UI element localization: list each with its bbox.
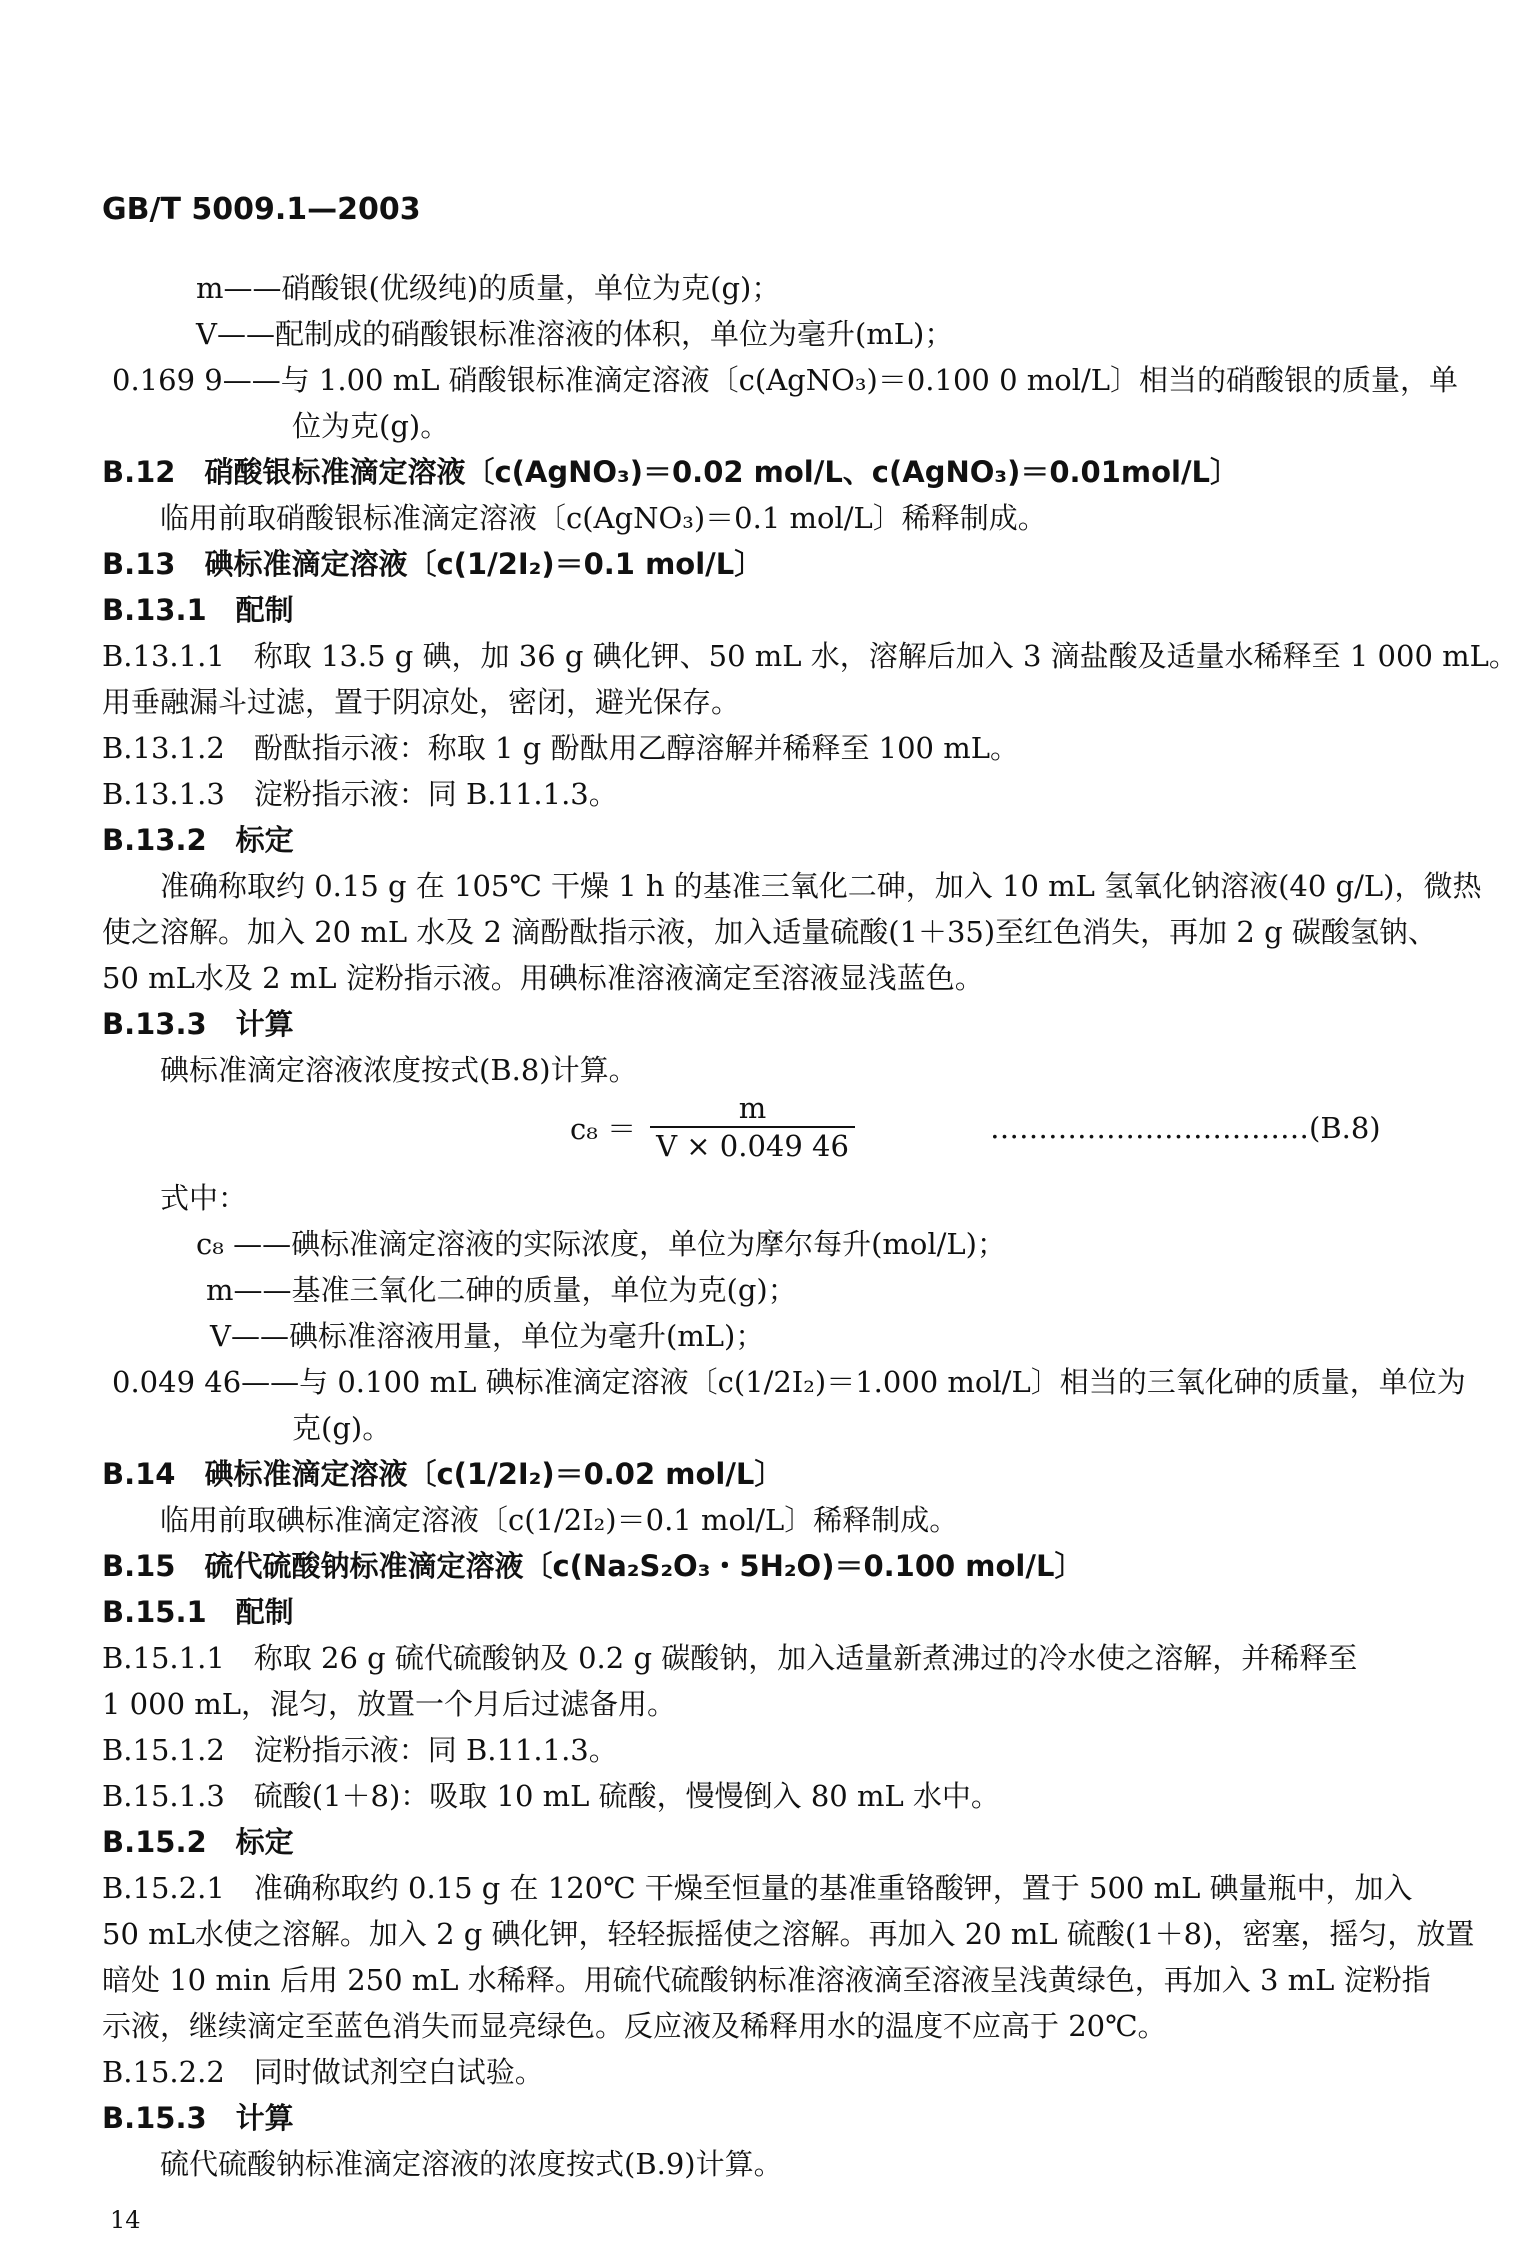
- text-line: 使之溶解。加入 20 mL 水及 2 滴酚酞指示液，加入适量硫酸(1＋35)至红色消失，再加 2 g 碳酸氢钠、: [102, 915, 1437, 949]
- section-heading: B.13.1 配制: [102, 593, 294, 627]
- text-line: B.13.1.2 酚酞指示液：称取 1 g 酚酞用乙醇溶解并稀释至 100 mL。: [102, 731, 1019, 765]
- text-line: 1 000 mL，混匀，放置一个月后过滤备用。: [102, 1687, 676, 1721]
- text-line: B.15.2.2 同时做试剂空白试验。: [102, 2055, 544, 2089]
- text-line: 50 mL水及 2 mL 淀粉指示液。用碘标准溶液滴定至溶液显浅蓝色。: [102, 961, 984, 995]
- section-heading: B.13 碘标准滴定溶液〔c(1/2I₂)＝0.1 mol/L〕: [102, 547, 764, 581]
- formula-lhs: c₈ ＝: [570, 1111, 637, 1146]
- text-line: B.15.1.3 硫酸(1＋8)：吸取 10 mL 硫酸，慢慢倒入 80 mL 水中。: [102, 1779, 1000, 1813]
- section-heading: B.12 硝酸银标准滴定溶液〔c(AgNO₃)＝0.02 mol/L、c(AgNO₃)＝0.01mol/L〕: [102, 455, 1240, 489]
- text-line: 式中：: [160, 1181, 248, 1215]
- text-line: m——基准三氧化二砷的质量，单位为克(g)；: [206, 1273, 797, 1307]
- text-line: 0.049 46——与 0.100 mL 碘标准滴定溶液〔c(1/2I₂)＝1.000 mol/L〕相当的三氧化砷的质量，单位为: [112, 1365, 1466, 1399]
- text-line: 临用前取硝酸银标准滴定溶液〔c(AgNO₃)＝0.1 mol/L〕稀释制成。: [160, 501, 1047, 535]
- text-line: 准确称取约 0.15 g 在 105℃ 干燥 1 h 的基准三氧化二砷，加入 10 mL 氢氧化钠溶液(40 g/L)，微热: [160, 869, 1482, 903]
- text-line: B.15.2.1 准确称取约 0.15 g 在 120℃ 干燥至恒量的基准重铬酸钾，置于 500 mL 碘量瓶中，加入: [102, 1871, 1413, 1905]
- text-line: B.13.1.1 称取 13.5 g 碘，加 36 g 碘化钾、50 mL 水，溶解后加入 3 滴盐酸及适量水稀释至 1 000 mL。: [102, 639, 1518, 673]
- text-line: 用垂融漏斗过滤，置于阴凉处，密闭，避光保存。: [102, 685, 741, 719]
- text-line: B.15.1.1 称取 26 g 硫代硫酸钠及 0.2 g 碳酸钠，加入适量新煮沸过的冷水使之溶解，并稀释至: [102, 1641, 1358, 1675]
- formula-number: ……………………………(B.8): [990, 1111, 1381, 1145]
- text-line: 碘标准滴定溶液浓度按式(B.8)计算。: [160, 1053, 638, 1087]
- text-line: c₈ ——碘标准滴定溶液的实际浓度，单位为摩尔每升(mol/L)；: [196, 1227, 1006, 1261]
- text-line: 克(g)。: [292, 1411, 392, 1445]
- section-heading: B.15 硫代硫酸钠标准滴定溶液〔c(Na₂S₂O₃・5H₂O)＝0.100 mol/L〕: [102, 1549, 1084, 1583]
- text-line: 50 mL水使之溶解。加入 2 g 碘化钾，轻轻振摇使之溶解。再加入 20 mL 硫酸(1＋8)，密塞，摇匀，放置: [102, 1917, 1475, 1951]
- formula-numerator: m: [738, 1091, 767, 1125]
- text-line: V——配制成的硝酸银标准溶液的体积，单位为毫升(mL)；: [196, 317, 954, 351]
- formula-b8: [570, 1090, 855, 1164]
- text-line: B.13.1.3 淀粉指示液：同 B.11.1.3。: [102, 777, 618, 811]
- text-line: B.15.1.2 淀粉指示液：同 B.11.1.3。: [102, 1733, 618, 1767]
- section-heading: B.15.3 计算: [102, 2101, 294, 2135]
- text-line: 硫代硫酸钠标准滴定溶液的浓度按式(B.9)计算。: [160, 2147, 783, 2181]
- section-heading: B.14 碘标准滴定溶液〔c(1/2I₂)＝0.02 mol/L〕: [102, 1457, 784, 1491]
- text-line: 暗处 10 min 后用 250 mL 水稀释。用硫代硫酸钠标准溶液滴至溶液呈浅黄绿色，再加入 3 mL 淀粉指: [102, 1963, 1431, 1997]
- formula-denominator: V × 0.049 46: [650, 1126, 855, 1164]
- section-heading: B.15.2 标定: [102, 1825, 294, 1859]
- text-line: V——碘标准溶液用量，单位为毫升(mL)；: [210, 1319, 765, 1353]
- formula-fraction: [650, 1090, 855, 1164]
- text-line: m——硝酸银(优级纯)的质量，单位为克(g)；: [196, 271, 781, 305]
- text-line: 0.169 9——与 1.00 mL 硝酸银标准滴定溶液〔c(AgNO₃)＝0.100 0 mol/L〕相当的硝酸银的质量，单: [112, 363, 1458, 397]
- text-line: 示液，继续滴定至蓝色消失而显亮绿色。反应液及稀释用水的温度不应高于 20℃。: [102, 2009, 1167, 2043]
- page-number: 14: [110, 2206, 141, 2234]
- section-heading: B.13.2 标定: [102, 823, 294, 857]
- section-heading: B.15.1 配制: [102, 1595, 294, 1629]
- section-heading: B.13.3 计算: [102, 1007, 294, 1041]
- text-line: 临用前取碘标准滴定溶液〔c(1/2I₂)＝0.1 mol/L〕稀释制成。: [160, 1503, 959, 1537]
- standard-header: GB/T 5009.1—2003: [102, 192, 421, 227]
- text-line: 位为克(g)。: [292, 409, 450, 443]
